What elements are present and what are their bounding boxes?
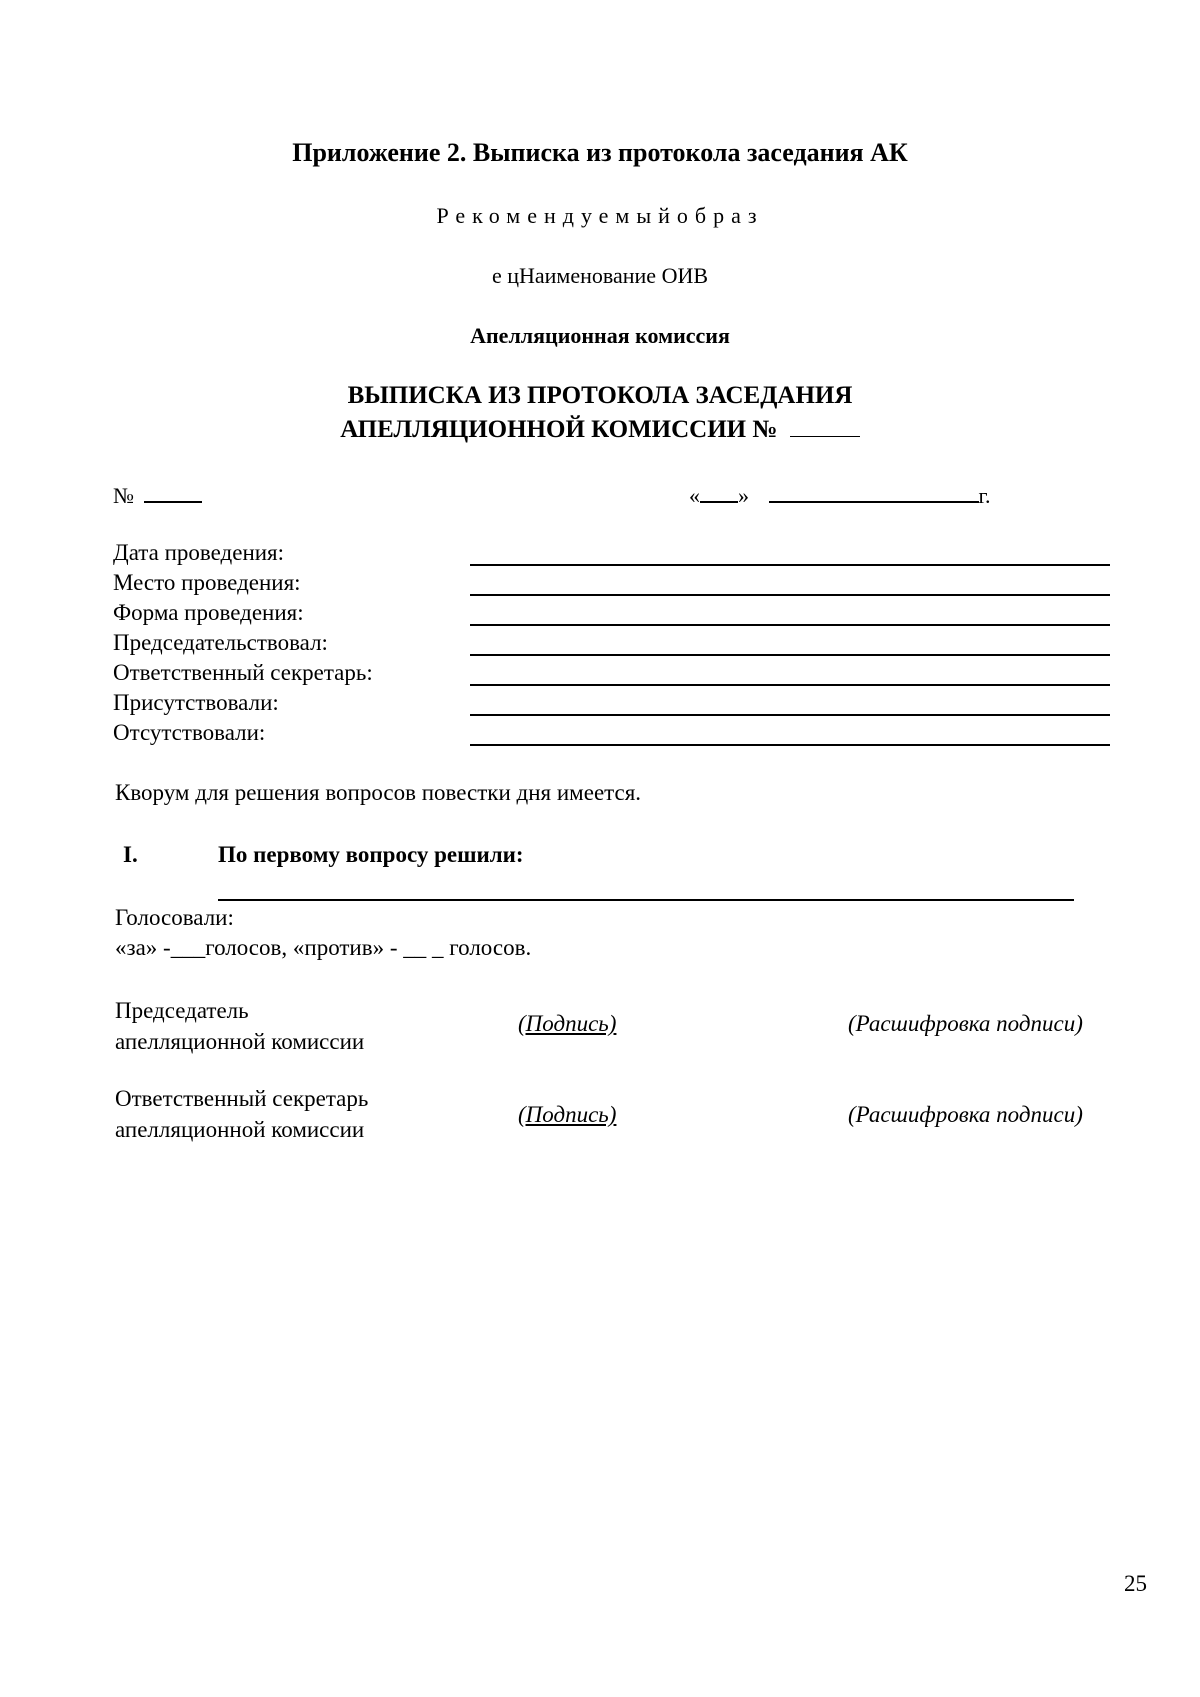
field-label-chairman: Председательствовал: [113,630,328,655]
field-line-secretary[interactable] [470,684,1110,686]
field-line-absent[interactable] [470,744,1110,746]
month-year-blank[interactable] [769,479,979,503]
protocol-number-blank[interactable] [144,479,202,503]
recommended-sample-label: Рекомендуемыйобраз [436,203,764,228]
secretary-role [115,1083,455,1145]
field-label-present: Присутствовали: [113,690,279,715]
secretary-signature-decoding[interactable]: (Расшифровка подписи) [848,1102,1083,1127]
field-line-present[interactable] [470,714,1110,716]
chairman-role-line1: Председатель [115,998,249,1023]
page-heading: Приложение 2. Выписка из протокола заседания АК [292,138,908,167]
secretary-role-line1: Ответственный секретарь [115,1086,369,1111]
field-label-absent: Отсутствовали: [113,720,266,745]
secretary-role-line2: апелляционной комиссии [115,1117,365,1142]
field-label-secretary: Ответственный секретарь: [113,660,373,685]
commission-name: Апелляционная комиссия [470,323,730,348]
field-label-date: Дата проведения: [113,540,285,565]
question-number: I. [123,842,138,867]
field-line-date[interactable] [470,564,1110,566]
commission-number-blank[interactable] [790,414,860,437]
page-number: 25 [1124,1571,1147,1596]
field-line-place[interactable] [470,594,1110,596]
open-quote: « [689,483,700,508]
votes-label: Голосовали: [115,905,234,930]
chairman-role-line2: апелляционной комиссии [115,1029,365,1054]
chairman-signature[interactable]: (Подпись) [518,1011,617,1036]
question-title: По первому вопросу решили: [218,842,524,867]
field-line-form[interactable] [470,624,1110,626]
day-blank[interactable] [700,479,738,503]
close-quote: » [738,483,749,508]
field-line-chairman[interactable] [470,654,1110,656]
year-suffix: г. [978,483,991,508]
document-title-line1: ВЫПИСКА ИЗ ПРОТОКОЛА ЗАСЕДАНИЯ [347,382,853,409]
authority-name: е цНаименование ОИВ [491,263,709,288]
secretary-signature[interactable]: (Подпись) [518,1102,617,1127]
quorum-statement: Кворум для решения вопросов повестки дня имеется. [115,780,642,805]
protocol-date [689,479,991,509]
chairman-signature-decoding[interactable]: (Расшифровка подписи) [848,1011,1083,1036]
decision-line[interactable] [218,899,1074,901]
votes-count: «за» -___голосов, «против» - __ _ голосов. [115,935,532,960]
chairman-role [115,995,455,1057]
number-symbol: № [113,483,134,508]
field-label-place: Место проведения: [113,570,301,595]
document-title-line2-text: АПЕЛЛЯЦИОННОЙ КОМИССИИ № [340,416,778,443]
field-label-form: Форма проведения: [113,600,304,625]
document-title-line2 [0,414,1200,444]
protocol-number [113,479,202,509]
